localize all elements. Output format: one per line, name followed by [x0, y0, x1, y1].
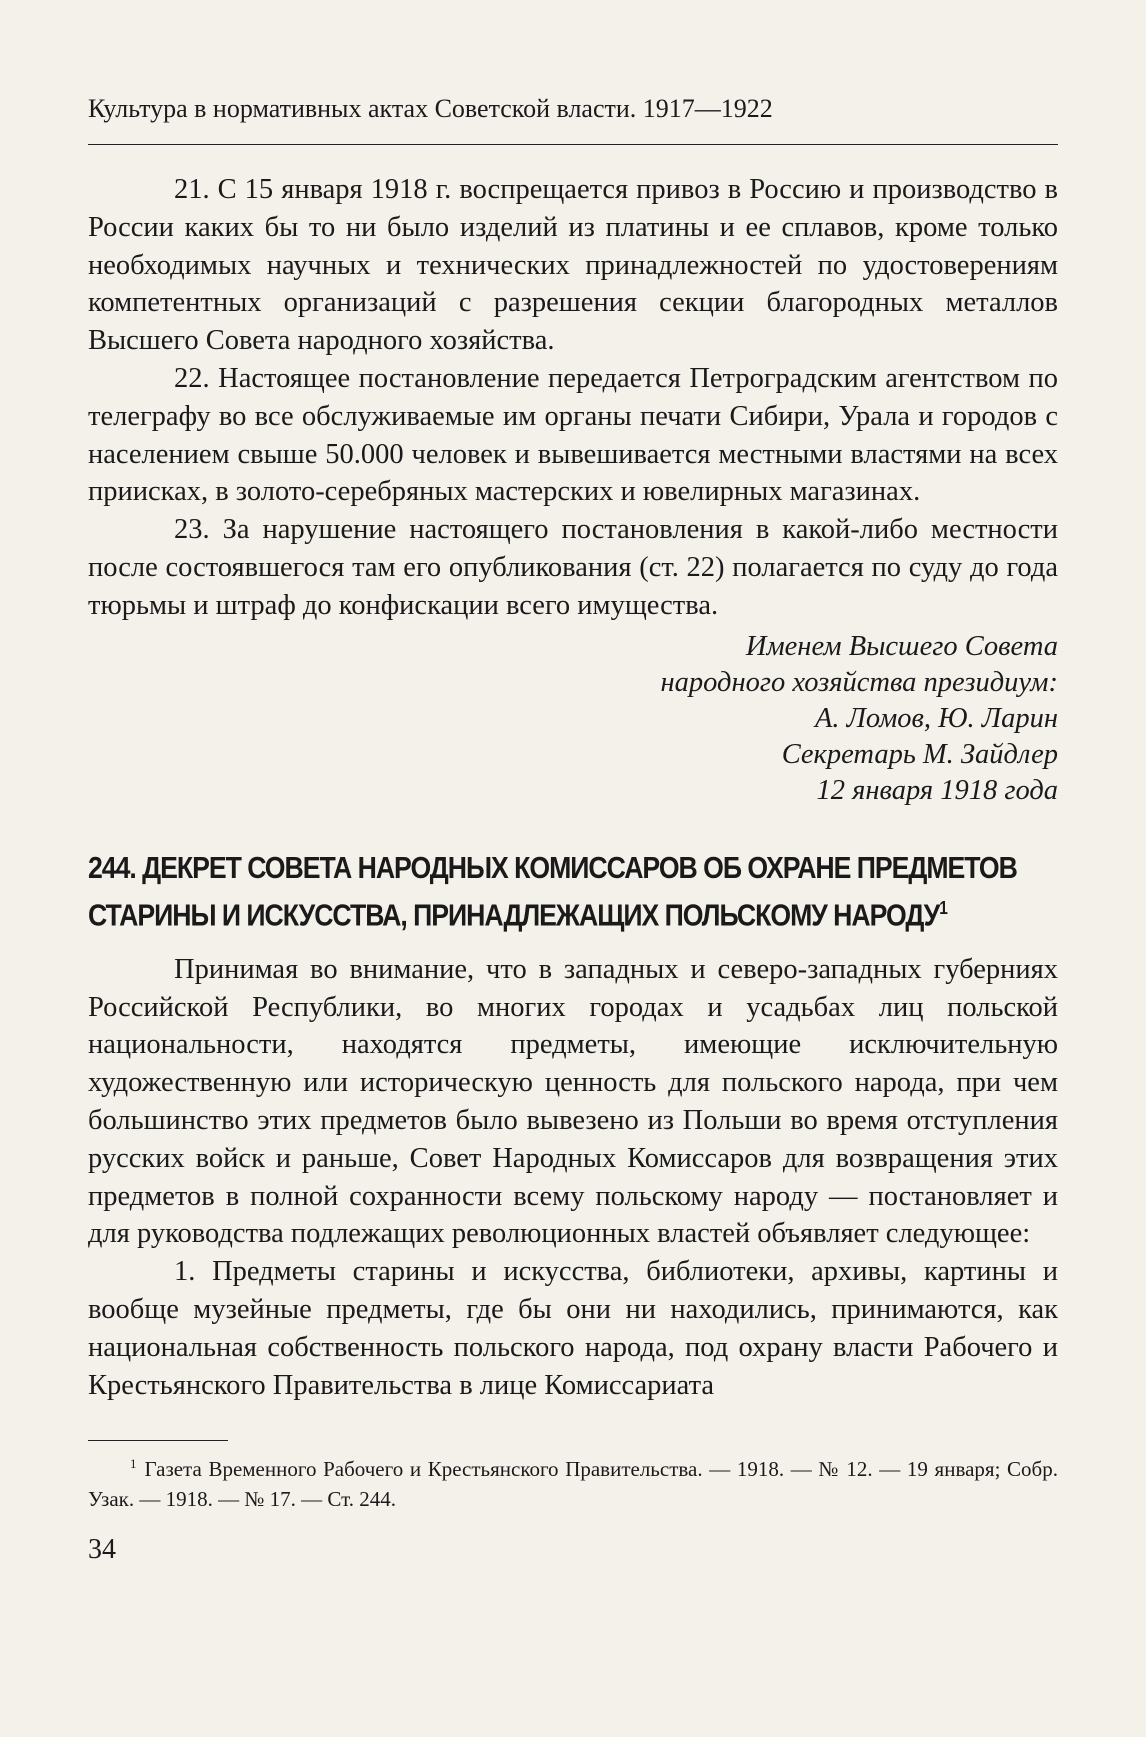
paragraph-21: 21. С 15 января 1918 г. воспрещается привоз в Россию и производство в России каких бы то ни было изделий из платины и ее сплавов, кроме только необходимых научных и технических принадлежностей по удостоверениям компетентных организаций с разрешения секции благородных металлов Высшего Совета народного хозяйства.: [88, 174, 1058, 357]
signature-date: 12 января 1918 года: [816, 774, 1058, 806]
header-rule: [88, 144, 1058, 145]
signature-line: А. Ломов, Ю. Ларин: [814, 702, 1058, 734]
section-title-text: 244. ДЕКРЕТ СОВЕТА НАРОДНЫХ КОМИССАРОВ ОБ ОХРАНЕ ПРЕДМЕТОВ СТАРИНЫ И ИСКУССТВА, ПРИНАДЛЕЖАЩИХ ПОЛЬСКОМУ НАРОДУ: [88, 849, 1017, 932]
footnote-reference: 1: [939, 897, 947, 918]
page-number: 34: [88, 1534, 116, 1566]
signature-block: [88, 629, 1058, 809]
section-title: [88, 847, 1060, 935]
preamble-paragraph: Принимая во внимание, что в западных и северо-западных губерниях Российской Республики, во многих городах и усадьбах лиц польской национальности, находятся предметы, имеющие исключительную художественную или историческую ценность для польского народа, при чем большинство этих предметов было вывезено из Польши во время отступления русских войск и раньше, Совет Народных Комиссаров для возвращения этих предметов в полной сохранности всему польскому народу — постановляет и для руководства подлежащих революционных властей объявляет следующее:: [88, 953, 1058, 1250]
body-text-top: [88, 171, 1058, 625]
body-text-bottom: [88, 951, 1058, 1405]
footnote-text: Газета Временного Рабочего и Крестьянского Правительства. — 1918. — № 12. — 19 января; Собр. Узак. — 1918. — № 17. — Ст. 244.: [88, 1457, 1058, 1512]
signature-line: Именем Высшего Совета: [745, 630, 1058, 662]
page: [88, 84, 1058, 1566]
footnote-rule: [88, 1440, 228, 1441]
paragraph-22: 22. Настоящее постановление передается Петроградским агентством по телеграфу во все обслуживаемые им органы печати Сибири, Урала и городов с населением свыше 50.000 человек и вывешивается местными властями на всех приисках, в золото-серебряных мастерских и ювелирных магазинах.: [88, 362, 1058, 508]
paragraph-23: 23. За нарушение настоящего постановления в какой-либо местности после состоявшегося там его опубликования (ст. 22) полагается по суду до года тюрьмы и штраф до конфискации всего имущества.: [88, 514, 1058, 621]
signature-line: Секретарь М. Зайдлер: [781, 738, 1058, 770]
running-head: Культура в нормативных актах Советской власти. 1917—1922: [88, 94, 773, 123]
footnote: [88, 1449, 1058, 1514]
footnote-mark: 1: [130, 1456, 137, 1472]
signature-line: народного хозяйства президиум:: [660, 666, 1058, 698]
paragraph-1: 1. Предметы старины и искусства, библиотеки, архивы, картины и вообще музейные предметы, где бы они ни находились, принимаются, как национальная собственность польского народа, под охрану власти Рабочего и Крестьянского Правительства в лице Комиссариата: [88, 1256, 1058, 1401]
